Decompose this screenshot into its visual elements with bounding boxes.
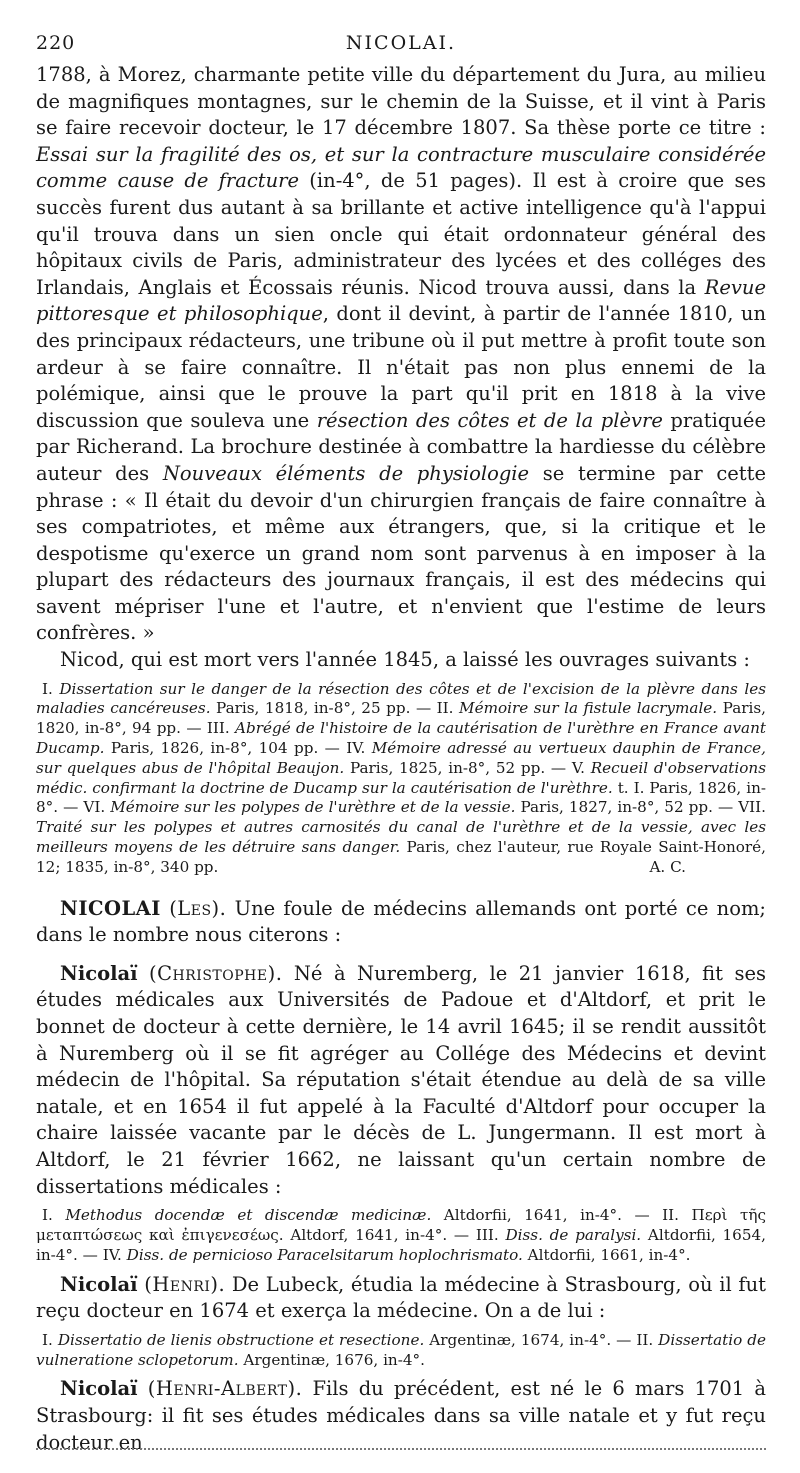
page-header — [36, 28, 766, 62]
christophe-entry — [36, 961, 766, 1200]
entry-text: Né à Nuremberg, le 21 janvier 1618, fit ses études médicales aux Universités de Padoue et d'Altdorf, et prit le bonnet de docteur à cette dernière, le 14 avril 1645; il se rendit aussitôt à Nuremberg où il se fit agréger au Collége des Médecins et devint médecin de l'hôpital. Sa réputation s'était étendue au delà de sa ville natale, et en 1654 il fut appelé à la Faculté d'Altdorf pour occuper la chaire laissée vacante par le décès de L. Jungermann. Il est mort à Altdorf, le 21 février 1662, ne laissant qu'un certain nombre de dissertations médicales : — [36, 961, 766, 1198]
entry-text: Fils du précédent, est né le 6 mars 1701 à Strasbourg: il fit ses études médicales dans sa ville natale et y fut reçu docteur en — [36, 1377, 766, 1454]
text-run: 1788, à Morez, charmante petite ville du département du Jura, au milieu de magnifiques montagnes, sur le chemin de la Suisse, et il vint à Paris se faire recevoir docteur, le 17 décembre 1807. Sa thèse porte ce titre : — [36, 63, 766, 140]
henri-albert-entry — [36, 1376, 766, 1456]
work-title: Mémoire sur la fistule lacrymale. — [459, 699, 718, 718]
work-title: Abrégé de l'histoire de la cautérisation de l'urèthre en France avant Ducamp. — [36, 719, 766, 758]
text-run: I. — [42, 1206, 66, 1225]
text-run: Altdorfii, 1654, in-4°. — IV. — [36, 1225, 767, 1264]
nicod-death-paragraph: Nicod, qui est mort vers l'année 1845, a laissé les ouvrages suivants : — [60, 648, 750, 672]
text-run: , dont il devint, à partir de l'année 1810, un des principaux rédacteurs, une tribune où il put mettre à profit toute son ardeur à se faire connaître. Il n'était pas non plus ennemi de la polémique, ainsi que le prouve la part qu'il prit en 1818 à la vive discussion que souleva une — [36, 302, 767, 432]
text-run: Argentinæ, 1674, in-4°. — II. — [424, 1330, 659, 1349]
work-title: Diss. de pernicioso Paracelsitarum hoplochrismato. — [126, 1245, 523, 1264]
work-title: Dissertation sur le danger de la résection des côtes et de l'excision de la plèvre dans les maladies cancéreuses. — [36, 679, 766, 718]
entry-qualifier: (Les). — [169, 896, 227, 920]
work-title: Mémoire adressé au vertueux dauphin de France, sur quelques abus de l'hôpital Beaujon. — [36, 739, 766, 777]
entry-qualifier: (Henri-Albert). — [147, 1377, 303, 1401]
entry-name: Nicolaï — [60, 1377, 138, 1401]
footer-rule — [36, 1448, 766, 1450]
work-title: Recueil d'observations médic. confirmant la doctrine de Ducamp sur la cautérisation de l'urèthre. — [36, 758, 766, 797]
text-run: Altdorfii, 1641, in-4°. — II. — [431, 1206, 692, 1225]
work-title: Mémoire sur les polypes de l'urèthre et de la vessie. — [110, 798, 516, 817]
text-run: Paris, 1820, in-8°, 94 pp. — III. — [36, 699, 766, 738]
operation-title: résection des côtes et de la plèvre — [316, 408, 663, 432]
christophe-works-list — [36, 1206, 766, 1265]
entry-name: Nicolaï — [60, 961, 138, 985]
page-number: 220 — [36, 32, 76, 54]
entry-qualifier: (Henri). — [144, 1272, 226, 1296]
text-run: Altdorf, 1641, in-4°. — III. — [283, 1225, 506, 1244]
text-run: Altdorfii, 1661, in-4°. — [522, 1245, 691, 1264]
nicod-works-list — [36, 680, 766, 878]
thesis-title: Essai sur la fragilité des os, et sur la contracture musculaire considérée comme cause de fracture — [36, 142, 766, 193]
text-run: I. — [42, 679, 60, 698]
text-run: Paris, 1826, in-8°, 104 pp. — IV. — [104, 739, 372, 758]
entry-qualifier: (Christophe). — [149, 961, 283, 985]
entry-name: NICOLAI — [60, 896, 161, 920]
nicod-biography-paragraph — [36, 62, 766, 647]
text-run: (in-4°, de 51 pages). Il est à croire que ses succès furent dus autant à sa brillante et active intelligence qu'à l'appui qu'il trouva dans un sien oncle qui était ordonnateur général des hôpitaux civils de Paris, administrateur des lycées et des colléges des Irlandais, Anglais et Écossais réunis. Nicod trouva aussi, dans la — [36, 169, 767, 299]
work-title: Diss. de paralysi. — [505, 1225, 642, 1244]
text-run: pratiquée par Richerand. La brochure destinée à combattre la hardiesse du célèbre auteur des — [36, 408, 766, 485]
entry-text: Une foule de médecins allemands ont porté ce nom; dans le nombre nous citerons : — [36, 896, 767, 947]
henri-works-list — [36, 1331, 766, 1371]
text-run: Paris, 1825, in-8°, 52 pp. — V. — [344, 758, 591, 777]
text-run: Argentinæ, 1676, in-4°. — [238, 1350, 425, 1369]
nicolai-les-entry — [36, 896, 766, 949]
entry-name: Nicolaï — [60, 1272, 138, 1296]
text-run: Paris, 1827, in-8°, 52 pp. — VII. — [515, 798, 766, 817]
text-run: se termine par cette phrase : « Il était du devoir d'un chirurgien français de faire connaître à ses compatriotes, et même aux étrangers, que, si la critique et le despotisme qu'exerce un grand nom sont parvenus à en imposer à la plupart des rédacteurs des journaux français, il est des médecins qui savent mépriser l'une et l'autre, et n'envient que l'estime de leurs confrères. » — [36, 461, 767, 645]
work-title: Traité sur les polypes et autres carnosités du canal de l'urèthre et de la vessie, avec les meilleurs moyens de les détruire sans danger. — [36, 818, 766, 857]
greek-work-title: Περὶ τῆς μεταπτώσεως καὶ ἐπιγενεσέως. — [36, 1206, 766, 1244]
text-run: Paris, 1818, in-8°, 25 pp. — II. — [210, 699, 460, 718]
text-run: Paris, chez l'auteur, rue Royale Saint-Honoré, 12; 1835, in-8°, 340 pp. — [36, 838, 766, 876]
journal-title: Revue pittoresque et philosophique — [36, 275, 766, 326]
running-title: NICOLAI. — [345, 32, 457, 54]
work-title: Dissertatio de vulneratione sclopetorum. — [36, 1330, 766, 1369]
entry-text: De Lubeck, étudia la médecine à Strasbourg, où il fut reçu docteur en 1674 et exerça la médecine. On a de lui : — [36, 1272, 766, 1323]
work-title: Dissertatio de lienis obstructione et resectione. — [57, 1330, 425, 1349]
henri-entry — [36, 1272, 766, 1325]
work-title: Methodus docendæ et discendæ medicinæ. — [65, 1206, 432, 1225]
text-run: I. — [42, 1330, 58, 1349]
book-title: Nouveaux éléments de physiologie — [162, 461, 530, 485]
author-signature: A. C. — [649, 857, 686, 876]
text-run: t. I. Paris, 1826, in-8°. — VI. — [36, 778, 766, 817]
